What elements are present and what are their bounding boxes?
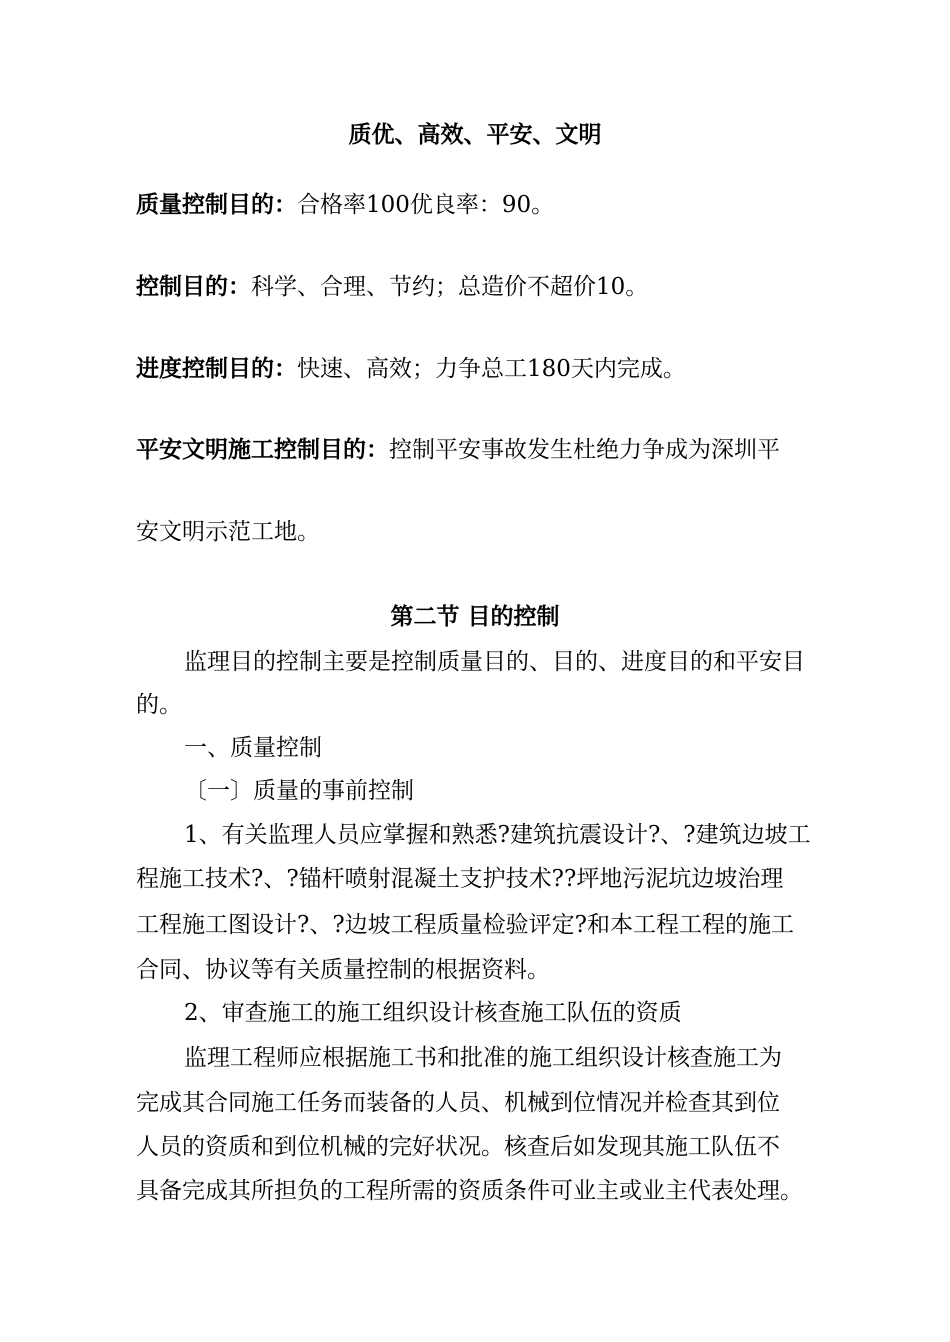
heading-quality-control: 一、质量控制 bbox=[184, 735, 322, 761]
safety-goal-continued: 安文明示范工地。 bbox=[136, 519, 320, 545]
item2-heading: 2、审查施工的施工组织设计核查施工队伍的资质 bbox=[184, 1000, 682, 1026]
quality-goal bbox=[136, 190, 554, 220]
cost-goal-text: 科学、合理、节约；总造价不超价10。 bbox=[251, 274, 649, 300]
section-heading: 第二节 目的控制 bbox=[390, 604, 560, 630]
safety-goal-text: 控制平安事故发生杜绝力争成为深圳平 bbox=[389, 437, 780, 463]
item1-line-2: 程施工技术?、?锚杆喷射混凝土支护技术??坪地污泥坑边坡治理 bbox=[136, 866, 784, 892]
para-line-2: 完成其合同施工任务而装备的人员、机械到位情况并检查其到位 bbox=[136, 1090, 780, 1116]
para-line-4: 具备完成其所担负的工程所需的资质条件可业主或业主代表处理。 bbox=[136, 1178, 803, 1204]
para-line-1: 监理工程师应根据施工书和批准的施工组织设计核查施工为 bbox=[184, 1045, 782, 1071]
para-line-3: 人员的资质和到位机械的完好状况。核查后如发现其施工队伍不 bbox=[136, 1134, 780, 1160]
schedule-goal-text: 快速、高效；力争总工180天内完成。 bbox=[297, 356, 686, 382]
cost-goal bbox=[136, 272, 648, 302]
item1-line-3: 工程施工图设计?、?边坡工程质量检验评定?和本工程工程的施工 bbox=[136, 912, 794, 938]
cost-goal-label: 控制目的： bbox=[136, 274, 251, 300]
heading-pre-control: 〔一〕质量的事前控制 bbox=[184, 778, 414, 804]
schedule-goal-label: 进度控制目的： bbox=[136, 356, 297, 382]
intro-line-2: 的。 bbox=[136, 692, 182, 718]
safety-goal bbox=[136, 435, 780, 465]
safety-goal-label: 平安文明施工控制目的： bbox=[136, 437, 389, 463]
document-title: 质优、高效、平安、文明 bbox=[348, 122, 602, 148]
item1-line-4: 合同、协议等有关质量控制的根据资料。 bbox=[136, 957, 550, 983]
quality-goal-label: 质量控制目的： bbox=[136, 192, 297, 218]
quality-goal-text: 合格率100优良率：90。 bbox=[297, 192, 555, 218]
intro-line-1: 监理目的控制主要是控制质量目的、目的、进度目的和平安目 bbox=[184, 649, 805, 675]
schedule-goal bbox=[136, 354, 686, 384]
item1-line-1: 1、有关监理人员应掌握和熟悉?建筑抗震设计?、?建筑边坡工 bbox=[184, 822, 811, 848]
